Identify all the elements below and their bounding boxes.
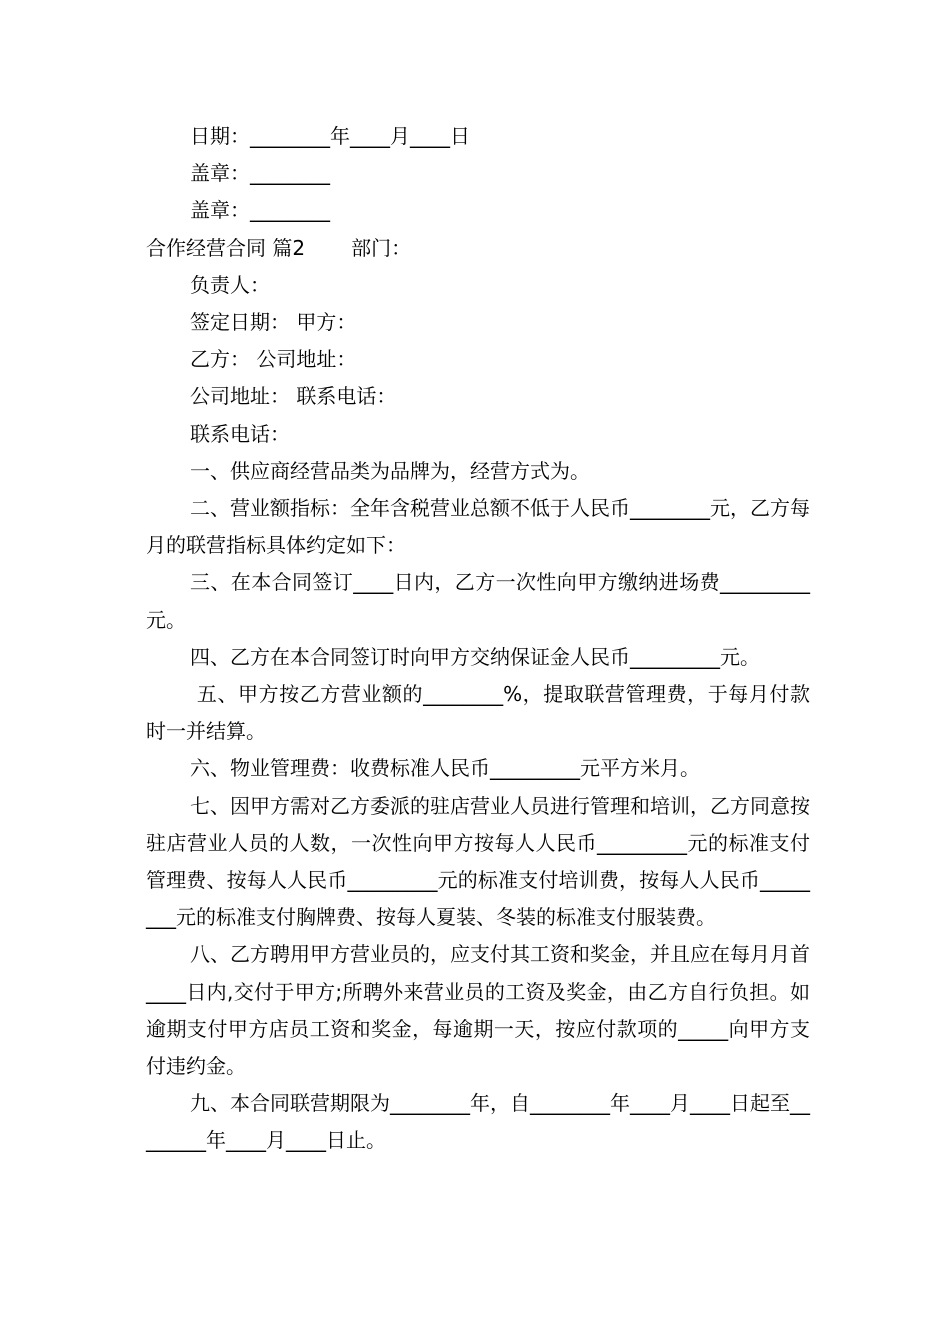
clause-4: 四、乙方在本合同签订时向甲方交纳保证金人民币_________元。 (190, 644, 760, 669)
clause-6: 六、物业管理费：收费标准人民币_________元平方米月。 (190, 756, 700, 781)
clause-9: 九、本合同联营期限为________年，自________年____月____日起至________年____月____日止。 (146, 1091, 810, 1153)
sign-date-party-a-line: 签定日期： 甲方： (190, 310, 357, 335)
clause-5: 五、甲方按乙方营业额的________%，提取联营管理费，于每月付款时一并结算。 (146, 682, 810, 744)
address-phone-line: 公司地址： 联系电话： (190, 384, 397, 409)
department-label: 部门： (351, 235, 412, 260)
clause-3: 三、在本合同签订____日内，乙方一次性向甲方缴纳进场费_________元。 (146, 570, 810, 632)
clause-8: 八、乙方聘用甲方营业员的，应支付其工资和奖金，并且应在每月月首____日内,交付于甲方;所聘外来营业员的工资及奖金，由乙方自行负担。如逾期支付甲方店员工资和奖金，每逾期一天，按应付款项的_____向甲方支付违约金。 (146, 942, 810, 1079)
date-line: 日期：________年____月____日 (190, 124, 470, 148)
document-body (146, 118, 810, 1160)
phone-line: 联系电话： (190, 421, 290, 446)
seal-line-2: 盖章：________ (190, 198, 330, 223)
clause-1: 一、供应商经营品类为品牌为，经营方式为。 (190, 458, 590, 483)
seal-line-1: 盖章：________ (190, 161, 330, 186)
party-b-address-line: 乙方： 公司地址： (190, 347, 357, 372)
contract-title: 合作经营合同 篇2 (146, 235, 306, 260)
clause-2: 二、营业额指标：全年含税营业总额不低于人民币________元，乙方每月的联营指标具体约定如下： (146, 496, 810, 558)
contract-title-line (146, 230, 810, 267)
responsible-person-line: 负责人： (190, 272, 270, 297)
clause-7: 七、因甲方需对乙方委派的驻店营业人员进行管理和培训，乙方同意按驻店营业人员的人数，一次性向甲方按每人人民币_________元的标准支付管理费、按每人人民币_________元的标准支付培训费，按每人人民币________元的标准支付胸牌费、按每人夏装、冬装的标准支付服装费。 (146, 793, 810, 930)
